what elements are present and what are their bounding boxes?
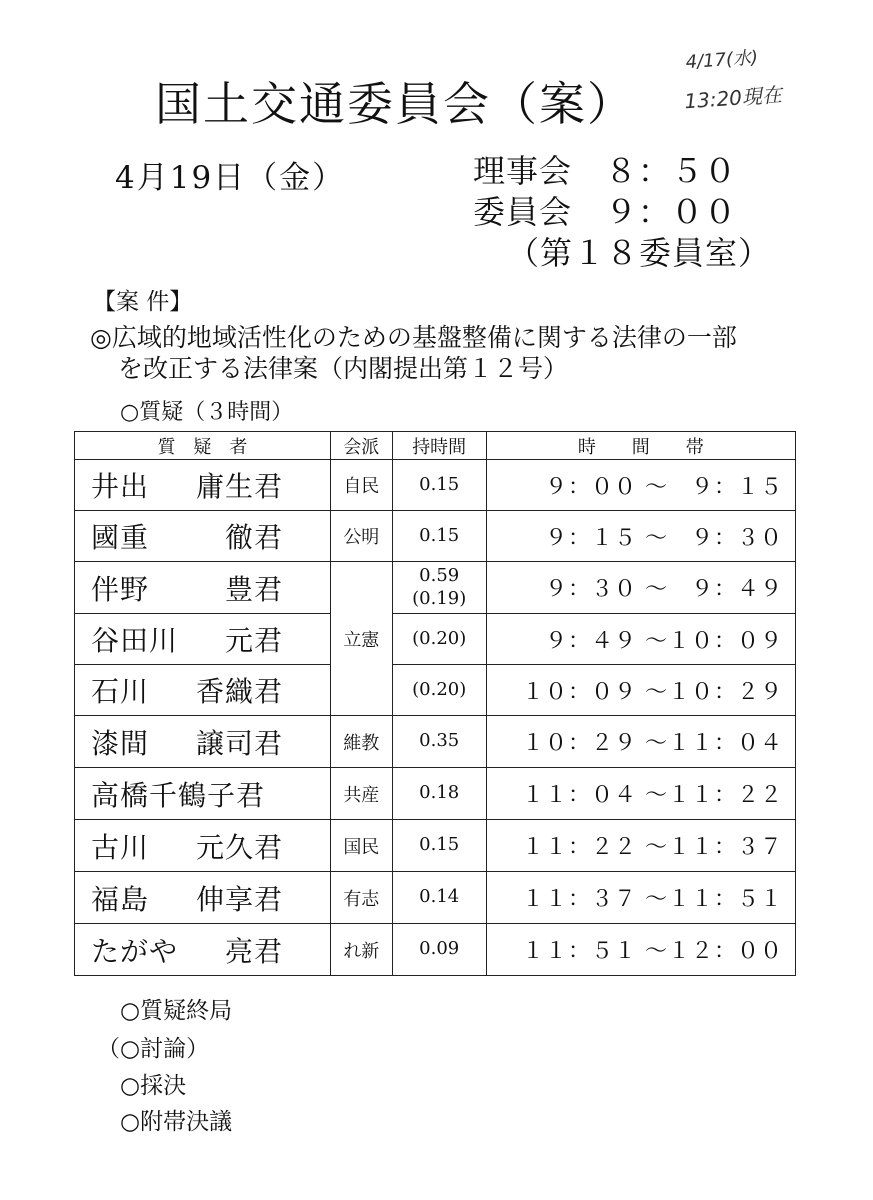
committee-meeting-time: 委員会 ９：００ bbox=[473, 193, 738, 231]
minutes-cell: (0.20) bbox=[392, 614, 486, 665]
minutes-cell: (0.20) bbox=[392, 665, 486, 716]
table-row bbox=[75, 460, 796, 511]
board-meeting-time: 理事会 ８：５０ bbox=[473, 152, 738, 190]
questioner-name: 谷田川 元君 bbox=[75, 614, 331, 665]
party-cell: 維教 bbox=[330, 716, 392, 768]
minutes-cell: 0.14 bbox=[392, 872, 486, 924]
minutes-cell: 0.15 bbox=[392, 460, 486, 511]
questioning-heading: ○質疑（３時間） bbox=[120, 400, 294, 425]
header-minutes: 持時間 bbox=[392, 432, 486, 460]
table-row bbox=[75, 511, 796, 562]
bill-title-line2: を改正する法律案（内閣提出第１２号） bbox=[118, 354, 569, 383]
party-cell: 自民 bbox=[330, 460, 392, 511]
minutes-cell: 0.59 (0.19) bbox=[392, 562, 486, 614]
table-row bbox=[75, 562, 796, 614]
questioner-name: 高橋千鶴子君 bbox=[75, 768, 331, 820]
minutes-cell: 0.09 bbox=[392, 924, 486, 976]
timeslot-cell: １０：０９ 〜１０：２９ bbox=[486, 665, 795, 716]
handwritten-note bbox=[681, 47, 783, 113]
questioner-name: 福島 伸享君 bbox=[75, 872, 331, 924]
item-vote: ○採決 bbox=[120, 1073, 187, 1099]
timeslot-cell: ９：００ 〜 ９：１５ bbox=[486, 460, 795, 511]
timeslot-cell: ９：３０ 〜 ９：４９ bbox=[486, 562, 795, 614]
questioner-name: 伴野 豊君 bbox=[75, 562, 331, 614]
questioner-name: 國重 徹君 bbox=[75, 511, 331, 562]
item-debate: （○討論） bbox=[97, 1036, 210, 1062]
minutes-cell: 0.15 bbox=[392, 820, 486, 872]
timeslot-cell: １１：０４ 〜１１：２２ bbox=[486, 768, 795, 820]
questioner-name: 井出 庸生君 bbox=[75, 460, 331, 511]
header-questioner: 質 疑 者 bbox=[75, 432, 331, 460]
table-row bbox=[75, 768, 796, 820]
handnote-time: 13:20現在 bbox=[683, 82, 783, 114]
questioner-name: 古川 元久君 bbox=[75, 820, 331, 872]
party-cell: 共産 bbox=[330, 768, 392, 820]
party-cell: 立憲 bbox=[330, 562, 392, 716]
header-timeslot: 時 間 帯 bbox=[486, 432, 795, 460]
questioner-name: たがや 亮君 bbox=[75, 924, 331, 976]
timeslot-cell: １１：２２ 〜１１：３７ bbox=[486, 820, 795, 872]
questioner-name: 漆間 譲司君 bbox=[75, 716, 331, 768]
table-row bbox=[75, 820, 796, 872]
timeslot-cell: １１：３７ 〜１１：５１ bbox=[486, 872, 795, 924]
questioner-name: 石川 香織君 bbox=[75, 665, 331, 716]
questioning-schedule-table bbox=[74, 431, 796, 976]
minutes-cell: 0.18 bbox=[392, 768, 486, 820]
minutes-cell: 0.35 bbox=[392, 716, 486, 768]
table-row bbox=[75, 872, 796, 924]
document-title: 国土交通委員会（案） bbox=[155, 77, 635, 131]
party-cell: 有志 bbox=[330, 872, 392, 924]
timeslot-cell: １１：５１ 〜１２：００ bbox=[486, 924, 795, 976]
handnote-date: 4/17(水) bbox=[684, 47, 759, 74]
agenda-heading: 【案 件】 bbox=[93, 289, 193, 315]
table-row bbox=[75, 716, 796, 768]
timeslot-cell: ９：４９ 〜１０：０９ bbox=[486, 614, 795, 665]
party-cell: 国民 bbox=[330, 820, 392, 872]
item-supplementary-resolution: ○附帯決議 bbox=[120, 1109, 233, 1135]
item-end-questioning: ○質疑終局 bbox=[120, 998, 233, 1024]
meeting-room: （第１８委員室） bbox=[507, 234, 772, 272]
header-party: 会派 bbox=[330, 432, 392, 460]
party-cell: れ新 bbox=[330, 924, 392, 976]
table-row bbox=[75, 665, 796, 716]
timeslot-cell: １０：２９ 〜１１：０４ bbox=[486, 716, 795, 768]
table-row bbox=[75, 924, 796, 976]
table-row bbox=[75, 614, 796, 665]
minutes-cell: 0.15 bbox=[392, 511, 486, 562]
timeslot-cell: ９：１５ 〜 ９：３０ bbox=[486, 511, 795, 562]
table-header-row bbox=[75, 432, 796, 460]
bill-title-line1: ◎広域的地域活性化のための基盤整備に関する法律の一部 bbox=[90, 323, 737, 352]
party-cell: 公明 bbox=[330, 511, 392, 562]
meeting-date: 4月19日（金） bbox=[115, 160, 346, 196]
